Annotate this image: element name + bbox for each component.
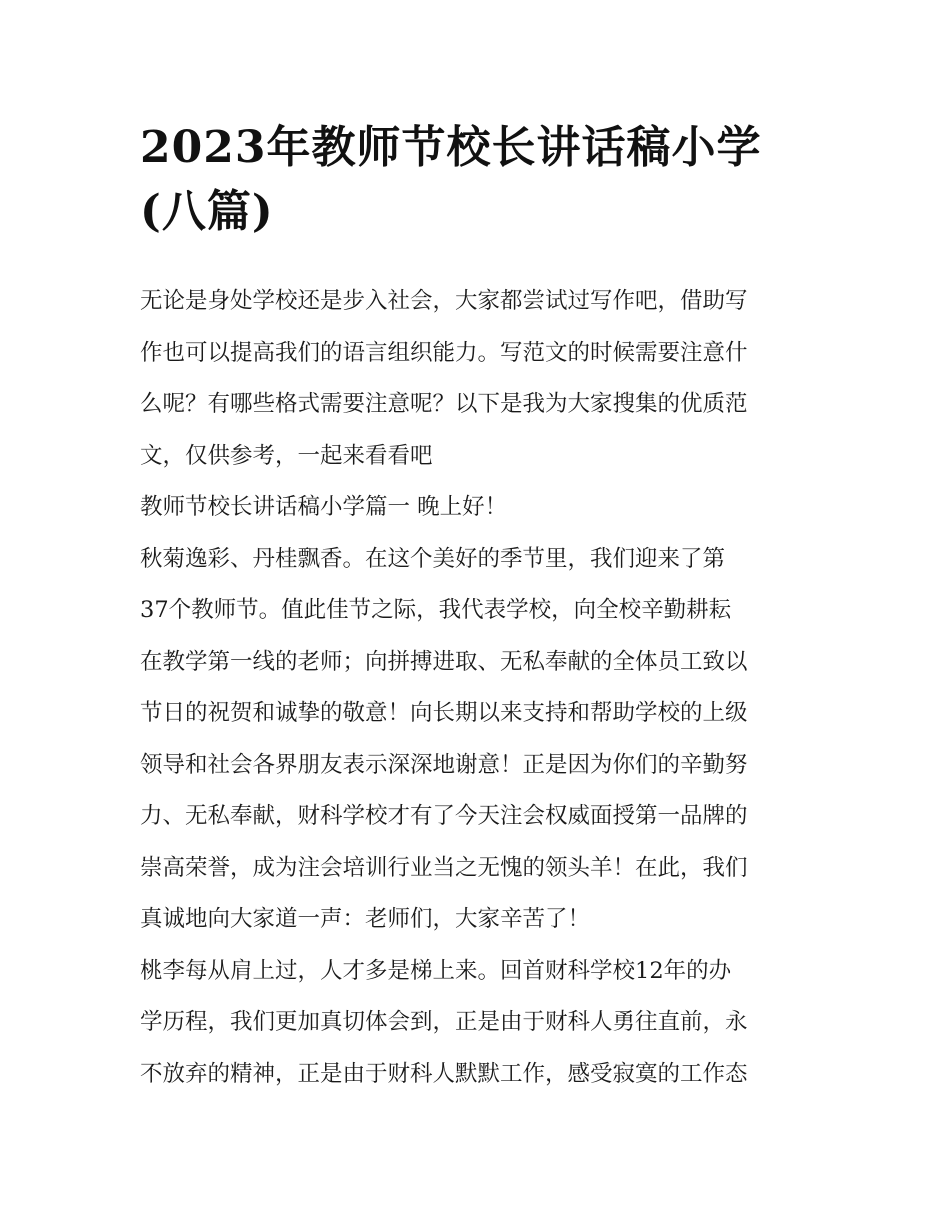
section-heading-line: 教师节校长讲话稿小学篇一 晚上好！ [140, 494, 508, 520]
body-line: 力、无私奉献，财科学校才有了今天注会权威面授第一品牌的 [140, 803, 748, 829]
body-line: 崇高荣誉，成为注会培训行业当之无愧的领头羊！在此，我们 [140, 854, 748, 881]
document-title [140, 116, 820, 244]
body-line: 桃李每从肩上过，人才多是梯上来。回首财科学校12年的办 [140, 957, 732, 984]
body-line: 37个教师节。值此佳节之际，我代表学校，向全校辛勤耕耘 [140, 597, 732, 623]
body-line: 学历程，我们更加真切体会到，正是由于财科人勇往直前，永 [140, 1009, 748, 1035]
body-line: 么呢？有哪些格式需要注意呢？以下是我为大家搜集的优质范 [140, 391, 748, 417]
body-line: 在教学第一线的老师；向拼搏进取、无私奉献的全体员工致以 [140, 648, 748, 675]
body-line: 节日的祝贺和诚挚的敬意！向长期以来支持和帮助学校的上级 [140, 700, 748, 726]
body-line: 文，仅供参考，一起来看看吧 [140, 442, 433, 469]
body-line: 无论是身处学校还是步入社会，大家都尝试过写作吧，借助写 [140, 288, 748, 314]
document-body [140, 279, 820, 1103]
body-line: 领导和社会各界朋友表示深深地谢意！正是因为你们的辛勤努 [140, 751, 748, 778]
title-line: (八篇) [140, 186, 274, 237]
body-line: 真诚地向大家道一声：老师们，大家辛苦了！ [140, 906, 591, 932]
title-line: 2023年教师节校长讲话稿小学 [140, 122, 762, 173]
body-line: 不放弃的精神，正是由于财科人默默工作，感受寂寞的工作态 [140, 1060, 748, 1087]
body-line: 秋菊逸彩、丹桂飘香。在这个美好的季节里，我们迎来了第 [140, 545, 726, 572]
body-line: 作也可以提高我们的语言组织能力。写范文的时候需要注意什 [140, 339, 748, 366]
